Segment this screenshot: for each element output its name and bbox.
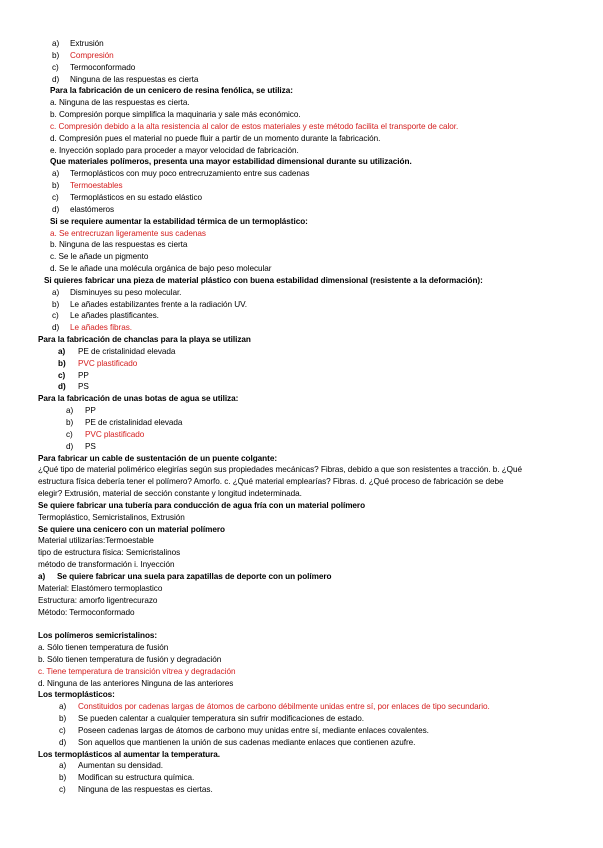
option-line — [0, 429, 603, 441]
line-text: Termoestables — [70, 181, 123, 191]
line-text: d. Se le añade una molécula orgánica de bajo peso molecular — [50, 264, 272, 274]
line-text: a. Ninguna de las respuestas es cierta. — [50, 98, 190, 108]
option-line — [0, 287, 603, 299]
option-line — [0, 784, 603, 796]
line-text: Aumentan su densidad. — [78, 761, 163, 771]
line-text: Los termoplásticos: — [38, 690, 115, 700]
option-marker: c) — [52, 192, 59, 202]
line-text: elegir? Extrusión, material de sección constante y longitud indeterminada. — [38, 489, 302, 499]
option-line — [0, 310, 603, 322]
option-line — [0, 346, 603, 358]
option-line — [0, 38, 603, 50]
line-text: Para la fabricación de unas botas de agua se utiliza: — [38, 394, 239, 404]
line-text: Ninguna de las respuestas es ciertas. — [78, 785, 213, 795]
line-text: PS — [85, 441, 96, 451]
line-text: Son aquellos que mantienen la unión de sus cadenas mediante enlaces que contienen azufre. — [78, 737, 416, 747]
option-line — [0, 322, 603, 334]
line-text: Material: Elastómero termoplastico — [38, 583, 163, 593]
line-text: Que materiales polímeros, presenta una mayor estabilidad dimensional durante su utilización. — [50, 157, 412, 167]
question-line — [0, 689, 603, 701]
document-page — [0, 38, 603, 796]
text-line — [0, 263, 603, 275]
text-line — [0, 583, 603, 595]
line-text: Constituidos por cadenas largas de átomos de carbono débilmente unidas entre sí, por enlaces de tipo secundario. — [78, 702, 490, 712]
text-line — [0, 547, 603, 559]
option-marker: a) — [66, 406, 74, 416]
text-line — [0, 464, 603, 476]
option-marker: a) — [59, 702, 67, 712]
text-line — [0, 535, 603, 547]
line-text: ¿Qué tipo de material polimérico elegirías según sus propiedades mecánicas? Fibras, debido a que son resistentes a tracción. b. ¿Qué — [38, 465, 523, 475]
line-text: Método: Termoconformado — [38, 607, 135, 617]
option-line — [0, 725, 603, 737]
line-text: PE de cristalinidad elevada — [78, 346, 176, 356]
option-line — [0, 417, 603, 429]
question-line — [0, 630, 603, 642]
line-text: c. Compresión debido a la alta resistencia al calor de estos materiales y este método facilita el transporte de calor. — [50, 121, 459, 131]
option-line — [0, 737, 603, 749]
option-line — [0, 50, 603, 62]
line-text: Disminuyes su peso molecular. — [70, 287, 182, 297]
line-text: Se pueden calentar a cualquier temperatura sin sufrir modificaciones de estado. — [78, 714, 364, 724]
option-marker: d) — [52, 74, 60, 84]
line-text: c. Tiene temperatura de transición vítrea y degradación — [38, 666, 236, 676]
question-line — [0, 275, 603, 287]
option-marker: a) — [59, 761, 67, 771]
text-line — [0, 145, 603, 157]
option-marker: b) — [59, 714, 67, 724]
line-text: Se quiere fabricar una tubería para conducción de agua fría con un material polímero — [38, 500, 366, 510]
line-text: Se quiere fabricar una suela para zapatillas de deporte con un polímero — [57, 571, 332, 581]
option-line — [0, 441, 603, 453]
line-text: d. Ninguna de las anteriores Ninguna de las anteriores — [38, 678, 234, 688]
line-text: Material utilizarías:Termoestable — [38, 536, 154, 546]
question-line — [0, 524, 603, 536]
option-marker: d) — [52, 204, 60, 214]
question-line — [0, 453, 603, 465]
line-text: PS — [78, 382, 89, 392]
line-text: a. Se entrecruzan ligeramente sus cadenas — [50, 228, 206, 238]
question-line — [0, 500, 603, 512]
blank-line — [0, 618, 603, 630]
line-text: a. Sólo tienen temperatura de fusión — [38, 643, 169, 653]
line-text: d. Compresión pues el material no puede fluir a partir de un momento durante la fabricación. — [50, 133, 381, 143]
text-line — [0, 488, 603, 500]
line-text: estructura física debería tener el polímero? Amorfo. c. ¿Qué material emplearías? Fibras. d. ¿Qué proceso de fabricación se debe — [38, 477, 504, 487]
text-line — [0, 133, 603, 145]
option-marker: c) — [59, 725, 66, 735]
line-text: Ninguna de las respuestas es cierta — [70, 74, 199, 84]
question-line — [0, 393, 603, 405]
line-text: Se quiere una cenicero con un material polímero — [38, 524, 225, 534]
option-line — [0, 62, 603, 74]
line-text: Poseen cadenas largas de átomos de carbono muy unidas entre sí, mediante enlaces covalentes. — [78, 725, 429, 735]
text-line — [0, 642, 603, 654]
line-text: b. Sólo tienen temperatura de fusión y degradación — [38, 654, 222, 664]
option-marker: a) — [52, 287, 60, 297]
option-line — [0, 701, 603, 713]
option-line — [0, 204, 603, 216]
text-line — [0, 97, 603, 109]
option-marker: c) — [52, 311, 59, 321]
text-line — [0, 678, 603, 690]
option-marker: d) — [52, 323, 60, 333]
text-line — [0, 476, 603, 488]
text-line — [0, 239, 603, 251]
question-line — [0, 85, 603, 97]
line-text: Para la fabricación de un cenicero de resina fenólica, se utiliza: — [50, 86, 293, 96]
question-line — [0, 156, 603, 168]
option-line — [0, 299, 603, 311]
line-text: PP — [78, 370, 89, 380]
line-text: Termoconformado — [70, 62, 136, 72]
question-line — [0, 334, 603, 346]
text-line — [0, 109, 603, 121]
option-marker: d) — [58, 382, 66, 392]
line-text: c. Se le añade un pigmento — [50, 252, 149, 262]
option-marker: b) — [66, 418, 74, 427]
text-line — [0, 559, 603, 571]
option-marker: a) — [52, 169, 60, 179]
line-text: Si quieres fabricar una pieza de material plástico con buena estabilidad dimensional (resistente a la deformación): — [44, 275, 483, 285]
option-marker: b) — [52, 299, 60, 309]
text-line — [0, 228, 603, 240]
line-text: método de transformación i. Inyección — [38, 560, 175, 570]
line-text: elastómeros — [70, 204, 115, 214]
line-text: Termoplásticos en su estado elástico — [70, 192, 202, 202]
line-text: PP — [85, 406, 96, 416]
line-text: b. Ninguna de las respuestas es cierta — [50, 240, 188, 250]
text-line — [0, 595, 603, 607]
option-marker: b) — [52, 181, 60, 191]
text-line — [0, 512, 603, 524]
line-text: Para fabricar un cable de sustentación de un puente colgante: — [38, 453, 277, 463]
option-line — [0, 168, 603, 180]
option-line — [0, 405, 603, 417]
option-line — [0, 713, 603, 725]
option-marker: d) — [59, 737, 67, 747]
line-text: Le añades fibras. — [70, 323, 132, 333]
option-line — [0, 358, 603, 370]
option-line — [0, 192, 603, 204]
line-text: Termoplástico, Semicristalinos, Extrusión — [38, 512, 185, 522]
option-marker: a) — [52, 39, 60, 48]
line-text: b. Compresión porque simplifica la maquinaria y sale más económico. — [50, 110, 301, 120]
text-line — [0, 654, 603, 666]
line-text: Modifican su estructura química. — [78, 773, 195, 783]
text-line — [0, 251, 603, 263]
option-line — [0, 180, 603, 192]
option-line — [0, 381, 603, 393]
option-marker: a) — [38, 571, 46, 581]
option-line — [0, 74, 603, 86]
question-line — [0, 571, 603, 583]
option-marker: c) — [58, 370, 66, 380]
line-text: Compresión — [70, 50, 114, 60]
option-marker: a) — [58, 346, 66, 356]
option-marker: b) — [52, 50, 60, 60]
option-marker: c) — [59, 785, 66, 795]
line-text: Extrusión — [70, 39, 104, 48]
line-text: Si se requiere aumentar la estabilidad térmica de un termoplástico: — [50, 216, 308, 226]
text-line — [0, 121, 603, 133]
option-marker: b) — [58, 358, 66, 368]
text-line — [0, 666, 603, 678]
text-line — [0, 607, 603, 619]
line-text: Los termoplásticos al aumentar la temperatura. — [38, 749, 220, 759]
line-text: Le añades estabilizantes frente a la radiación UV. — [70, 299, 247, 309]
line-text: PVC plastificado — [78, 358, 138, 368]
line-text: Estructura: amorfo ligentrecurazo — [38, 595, 158, 605]
line-text: Termoplásticos con muy poco entrecruzamiento entre sus cadenas — [70, 169, 310, 179]
line-text: Le añades plastificantes. — [70, 311, 159, 321]
option-marker: c) — [52, 62, 59, 72]
line-text: tipo de estructura física: Semicristalinos — [38, 548, 181, 558]
question-line — [0, 749, 603, 761]
line-text: e. Inyección soplado para proceder a mayor velocidad de fabricación. — [50, 145, 299, 155]
option-marker: d) — [66, 441, 74, 451]
option-marker: b) — [59, 773, 67, 783]
line-text: PVC plastificado — [85, 429, 145, 439]
option-line — [0, 370, 603, 382]
line-text: PE de cristalinidad elevada — [85, 418, 183, 427]
line-text: Los polímeros semicristalinos: — [38, 631, 158, 641]
option-line — [0, 772, 603, 784]
option-marker: c) — [66, 429, 73, 439]
line-text: Para la fabricación de chanclas para la playa se utilizan — [38, 335, 251, 345]
option-line — [0, 760, 603, 772]
question-line — [0, 216, 603, 228]
